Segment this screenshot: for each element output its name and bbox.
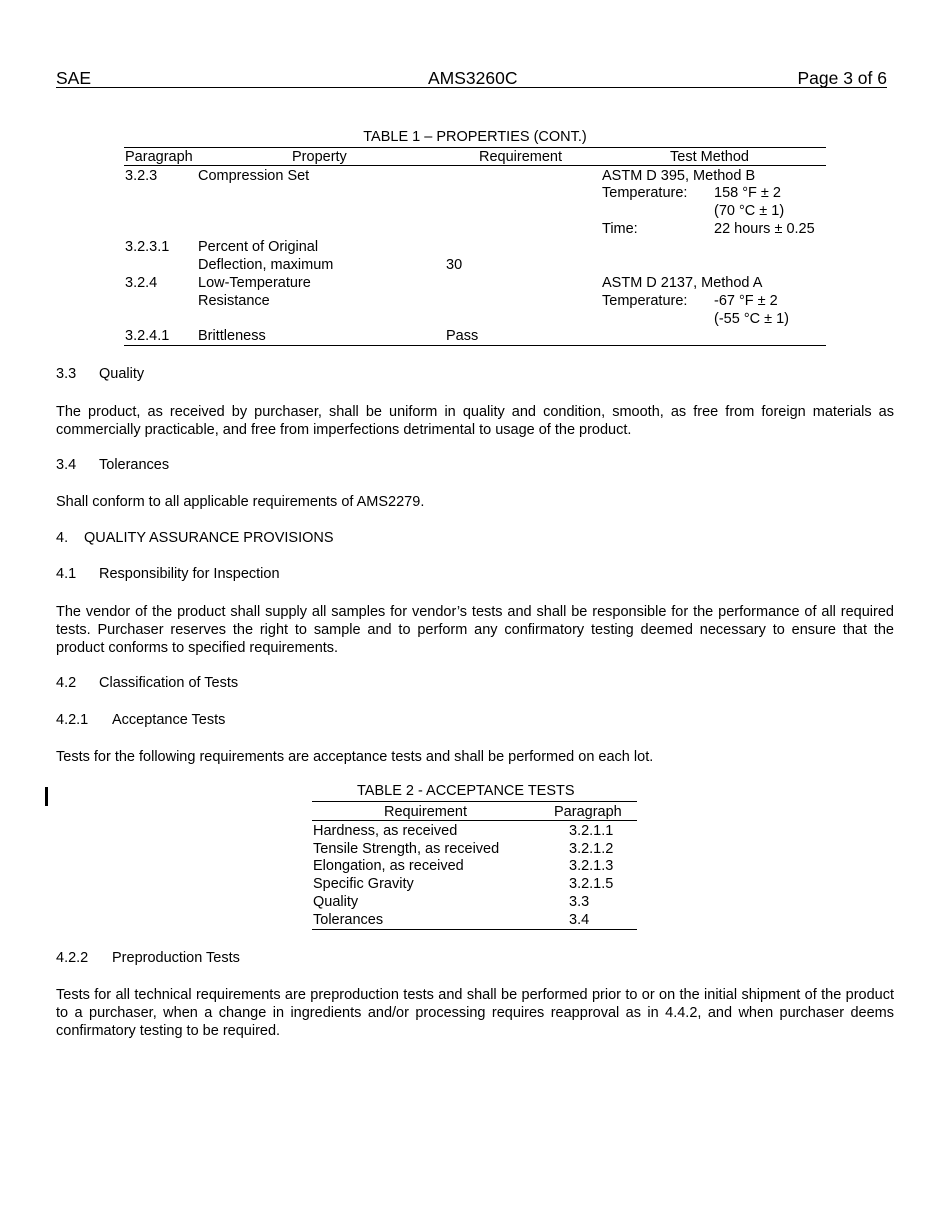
table2-cell-paragraph: 3.2.1.1 (569, 823, 614, 839)
table1-cond-label: Temperature: (602, 293, 688, 309)
table1-cell-para: 3.2.3.1 (125, 239, 170, 255)
section-title: Acceptance Tests (112, 712, 226, 728)
table1-cell-property: Resistance (198, 293, 270, 309)
table1-cond-value: (-55 °C ± 1) (714, 311, 789, 327)
section-title: QUALITY ASSURANCE PROVISIONS (84, 530, 334, 546)
table1-cell-para: 3.2.4 (125, 275, 158, 291)
table2-cell-requirement: Tensile Strength, as received (313, 841, 500, 857)
header-rule (56, 87, 887, 88)
section-title: Responsibility for Inspection (99, 566, 280, 582)
section-number: 4.1 (56, 566, 77, 582)
table2-cell-requirement: Specific Gravity (313, 876, 414, 892)
table1-header-rule (124, 165, 826, 166)
table2-cell-requirement: Elongation, as received (313, 858, 464, 874)
table1-cell-method: ASTM D 2137, Method A (602, 275, 763, 291)
table2-cell-paragraph: 3.3 (569, 894, 590, 910)
table2-title: TABLE 2 - ACCEPTANCE TESTS (357, 783, 575, 799)
table2-top-rule (312, 801, 637, 802)
table2-col-paragraph: Paragraph (554, 804, 622, 820)
table1-cell-property: Percent of Original (198, 239, 319, 255)
table2-cell-requirement: Tolerances (313, 912, 384, 928)
section-title: Tolerances (99, 457, 170, 473)
table2-cell-paragraph: 3.4 (569, 912, 590, 928)
table1-cond-value: -67 °F ± 2 (714, 293, 778, 309)
paragraph-preproduction-tests: Tests for all technical requirements are preproduction tests and shall be performed prior to or on the initial shipment of the product to a purchaser, when a change in ingredients and/or processing requires reapproval as in 4.4.2, and when purchaser deems confirmatory testing to be required. (56, 987, 894, 1039)
section-number: 4.2 (56, 675, 77, 691)
table1-cond-label: Time: (602, 221, 638, 237)
section-number: 4.2.1 (56, 712, 89, 728)
table1-col-test-method: Test Method (670, 149, 749, 165)
table2-cell-requirement: Quality (313, 894, 359, 910)
table1-cell-requirement: 30 (446, 257, 463, 273)
section-number: 4. (56, 530, 69, 546)
section-title: Quality (99, 366, 145, 382)
table2-header-rule (312, 820, 637, 821)
table2-bottom-rule (312, 929, 637, 930)
table1-cond-value: (70 °C ± 1) (714, 203, 785, 219)
table2-cell-paragraph: 3.2.1.3 (569, 858, 614, 874)
revision-bar (45, 787, 48, 806)
table2-cell-paragraph: 3.2.1.2 (569, 841, 614, 857)
section-number: 3.3 (56, 366, 77, 382)
section-number: 3.4 (56, 457, 77, 473)
section-title: Preproduction Tests (112, 950, 240, 966)
table2-cell-paragraph: 3.2.1.5 (569, 876, 614, 892)
table1-cell-requirement: Pass (446, 328, 479, 344)
table1-cell-property: Compression Set (198, 168, 310, 184)
table1-bottom-rule (124, 345, 826, 346)
table2-cell-requirement: Hardness, as received (313, 823, 458, 839)
paragraph-acceptance-tests: Tests for the following requirements are acceptance tests and shall be performed on each lot. (56, 749, 654, 765)
paragraph-quality: The product, as received by purchaser, shall be uniform in quality and condition, smooth, as free from foreign materials as commercially practicable, and free from imperfections detrimental to usage of the product. (56, 404, 894, 438)
table1-cond-value: 158 °F ± 2 (714, 185, 781, 201)
table1-cell-para: 3.2.3 (125, 168, 158, 184)
table1-col-property: Property (292, 149, 347, 165)
paragraph-responsibility: The vendor of the product shall supply all samples for vendor’s tests and shall be responsible for the performance of all required tests. Purchaser reserves the right to sample and to perform any confirmatory testing deemed necessary to ensure that the product conforms to specified requirements. (56, 604, 894, 656)
table1-cell-method: ASTM D 395, Method B (602, 168, 756, 184)
table1-cond-label: Temperature: (602, 185, 688, 201)
section-number: 4.2.2 (56, 950, 89, 966)
header-page-number: Page 3 of 6 (797, 68, 887, 88)
header-org: SAE (56, 68, 92, 88)
table1-cond-value: 22 hours ± 0.25 (714, 221, 815, 237)
paragraph-tolerances: Shall conform to all applicable requirements of AMS2279. (56, 494, 425, 510)
table1-cell-property: Deflection, maximum (198, 257, 334, 273)
table1-cell-property: Brittleness (198, 328, 266, 344)
table1-col-requirement: Requirement (479, 149, 563, 165)
table1-top-rule (124, 147, 826, 148)
table1-cell-para: 3.2.4.1 (125, 328, 170, 344)
table1-title: TABLE 1 – PROPERTIES (CONT.) (363, 129, 587, 145)
table1-cell-property: Low-Temperature (198, 275, 311, 291)
header-doc-id: AMS3260C (428, 68, 518, 88)
table2-col-requirement: Requirement (384, 804, 468, 820)
table1-col-paragraph: Paragraph (125, 149, 193, 165)
section-title: Classification of Tests (99, 675, 239, 691)
